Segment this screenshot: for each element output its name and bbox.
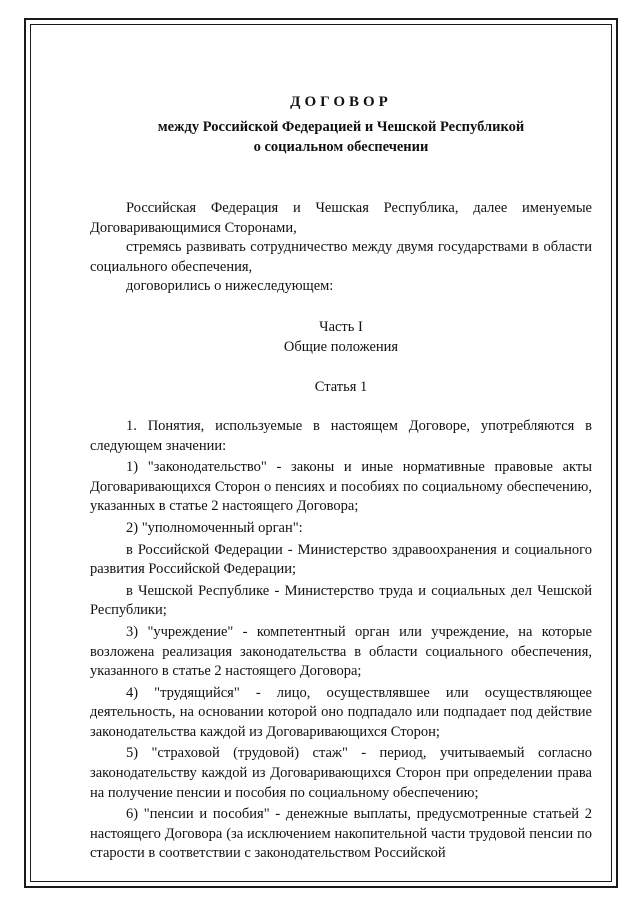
preamble-paragraph-3: договорились о нижеследующем: [126,278,334,295]
document-page [90,84,592,866]
preamble-paragraph-1: Российская Федерация и Чешская Республика, далее именуемые Договаривающимися Сторонами, [90,200,592,236]
article-paragraph: 4) "трудящийся" - лицо, осуществлявшее или осуществляющее деятельность, на основании которой оно подпадало или подпадает под действие законодательства каждой из Договаривающихся Сторон; [90,684,592,740]
article-label: Статья 1 [314,378,368,395]
article-paragraph: в Чешской Республике - Министерство труда и социальных дел Чешской Республики; [90,582,592,619]
preamble-paragraph-2: стремясь развивать сотрудничество между двумя государствами в области социального обеспечения, [90,239,592,275]
article-paragraph: 1. Понятия, используемые в настоящем Договоре, употребляются в следующем значении: [90,417,592,454]
document-subtitle-line2: о социальном обеспечении [253,139,429,155]
article-paragraph: 2) "уполномоченный орган": [126,519,303,536]
part-label: Часть I [319,318,363,335]
document-title: ДОГОВОР [290,94,392,110]
article-paragraph: 1) "законодательство" - законы и иные нормативные правовые акты Договаривающихся Сторон о пенсиях и пособиях по социальному обеспечению, указанных в статье 2 настоящего Договора; [90,459,592,515]
document-subtitle-line1: между Российской Федерацией и Чешской Республикой [157,119,525,135]
article-paragraph: 3) "учреждение" - компетентный орган или учреждение, на которые возложена реализация законодательства в области социального обеспечения, указанного в статье 2 настоящего Договора; [90,623,592,680]
article-paragraph: в Российской Федерации - Министерство здравоохранения и социального развития Российской Федерации; [90,541,592,578]
article-paragraph: 5) "страховой (трудовой) стаж" - период, учитываемый согласно законодательству каждой из Договаривающихся Сторон при определении права на получение пенсии и пособия по социальному обеспечению; [90,745,592,801]
article-paragraph: 6) "пенсии и пособия" - денежные выплаты, предусмотренные статьей 2 настоящего Договора (за исключением накопительной части трудовой пенсии по старости в соответствии с законодательством Российской [90,806,592,862]
part-title: Общие положения [283,338,399,355]
